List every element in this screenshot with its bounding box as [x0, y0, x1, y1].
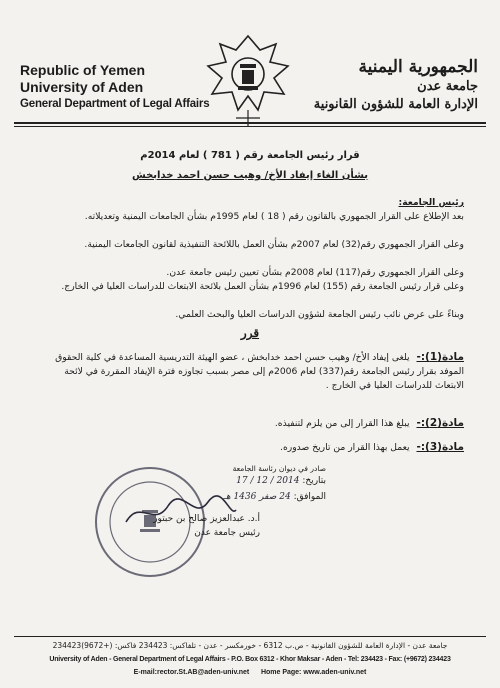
- issued-hijri-value: 24 صفر 1436 هـ: [223, 492, 291, 502]
- decision-title: قرار رئيس الجامعة رقم ( 781 ) لعام 2014م: [140, 150, 360, 161]
- addressee: رئيس الجامعة:: [398, 197, 464, 208]
- preamble-paragraph: وعلى القرار الجمهوري رقم(32) لعام 2007م بشأن العمل باللائحة التنفيذية لقانون الجامعات اليمنية.: [84, 239, 464, 250]
- preamble-paragraph: وبناءً على عرض نائب رئيس الجامعة لشؤون الدراسات العليا والبحث العلمي.: [175, 309, 464, 320]
- article-label: مادة(2):-: [416, 417, 464, 429]
- article-label: مادة(3):-: [416, 441, 464, 453]
- header-divider-thin: [14, 126, 486, 127]
- header-en-country: Republic of Yemen: [20, 62, 145, 78]
- decision-subject: بشأن الغاء إيفاد الأخ/ وهيب حسن احمد خدابخش: [131, 170, 369, 181]
- article-text: يعمل بهذا القرار من تاريخ صدوره.: [280, 442, 410, 453]
- issued-date-value: 2014 / 12 / 17: [236, 476, 300, 486]
- article-2: [34, 416, 464, 431]
- footer-email: E-mail:rector.St.AB@aden-univ.net: [133, 669, 250, 676]
- header-ar-university: جامعة عدن: [417, 79, 478, 94]
- signatory-title: رئيس جامعة عدن: [194, 528, 260, 538]
- header-divider: [14, 122, 486, 124]
- header-english: [20, 62, 210, 113]
- preamble-paragraph: وعلى قرار رئيس الجامعة رقم (155) لعام 1996م بشأن العمل بلائحة الابتعاث للدراسات العليا في الخارج.: [61, 281, 464, 292]
- preamble-paragraph: بعد الإطلاع على القرار الجمهوري بالقانون رقم ( 18 ) لعام 1995م بشأن الجامعات اليمنية وتعديلاته.: [84, 211, 464, 222]
- header-ar-department: الإدارة العامة للشؤون القانونية: [313, 97, 478, 112]
- issued-hijri-label: الموافق:: [293, 492, 326, 502]
- header-en-university: University of Aden: [20, 79, 144, 95]
- header-arabic: [278, 56, 478, 114]
- signatory-name: أ.د. عبدالعزيز صالح بن حبتور: [153, 514, 260, 524]
- issued-date-label: بتاريخ:: [302, 476, 326, 486]
- header-en-department: General Department of Legal Affairs: [20, 98, 210, 110]
- footer-contact: [14, 669, 486, 676]
- decides-heading: قرر: [240, 326, 260, 340]
- article-3: [34, 440, 464, 455]
- article-text: يلغى إيفاد الأخ/ وهيب حسن احمد خدابخش ، عضو الهيئة التدريسية المساعدة في كلية الحقوق الموفد بقرار رئيس الجامعة رقم(337) لعام 2006م إلى مصر بسبب تجاوزه فترة الإيفاد المقررة في لائحة الابتعاث للدراسات العليا في الخارج .: [55, 352, 464, 391]
- header-ar-country: الجمهورية اليمنية: [358, 57, 478, 77]
- handwritten-signature: [120, 492, 240, 532]
- article-label: مادة(1):-: [416, 351, 464, 363]
- footer-divider: [14, 636, 486, 637]
- article-text: يبلغ هذا القرار إلى من يلزم لتنفيذه.: [274, 418, 410, 429]
- issued-line: صادر في ديوان رئاسة الجامعة: [232, 464, 326, 473]
- footer-arabic: جامعة عدن - الإدارة العامة للشؤون القانونية - ص.ب 6312 - خورمكسر - عدن - تلفاكس: 234423 فاكس: (+9672)234423: [52, 641, 448, 650]
- article-1: [34, 350, 464, 393]
- issued-date: [196, 476, 326, 486]
- preamble-paragraph: وعلى القرار الجمهوري رقم(117) لعام 2008م بشأن تعيين رئيس جامعة عدن.: [166, 267, 464, 278]
- footer-english: University of Aden - General Department of Legal Affairs - P.O. Box 6312 - Khor Maksar - Aden - Tel: 234423 - Fax: (+9672) 234423: [49, 656, 451, 663]
- footer-homepage: Home Page: www.aden-univ.net: [260, 669, 367, 676]
